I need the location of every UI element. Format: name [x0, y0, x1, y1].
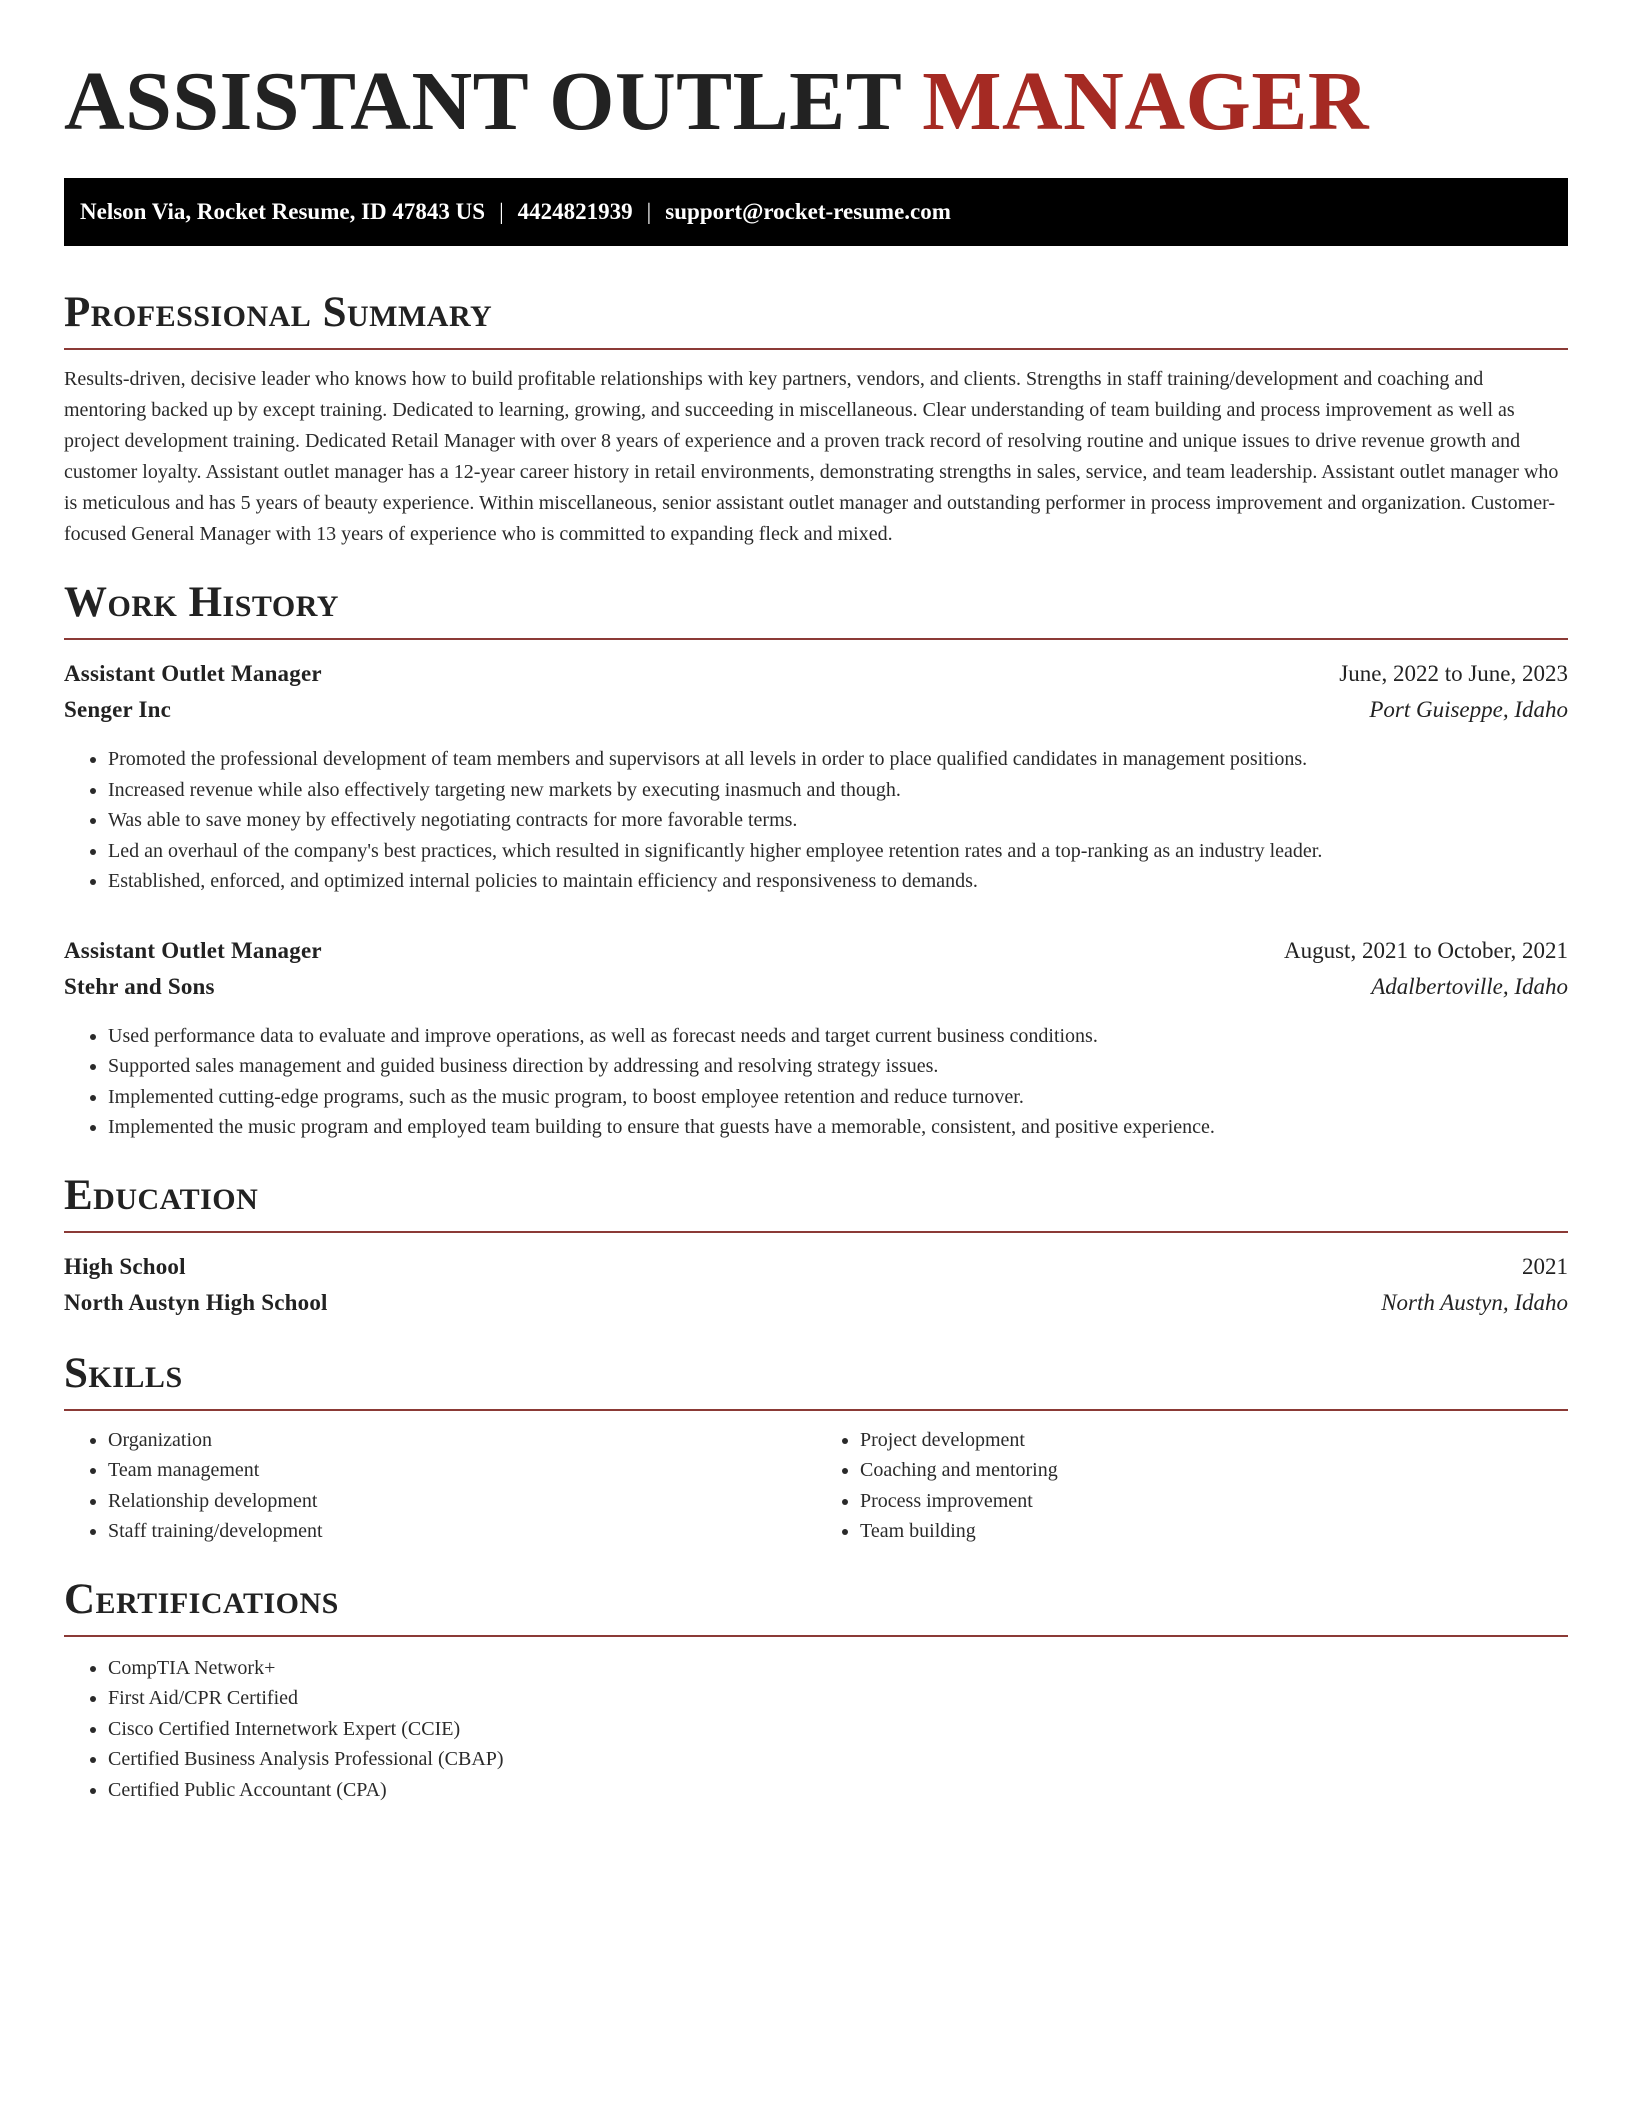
certifications-heading: Certifications	[64, 1573, 1568, 1637]
job-company: Senger Inc	[64, 697, 171, 722]
job-entry	[64, 933, 1568, 1143]
contact-separator: |	[646, 199, 652, 224]
list-item: • Implemented cutting-edge programs, such as the music program, to boost employee retention and reduce turnover.	[108, 1082, 1568, 1113]
list-item: • Coaching and mentoring	[860, 1455, 1568, 1486]
skills-column-right	[816, 1425, 1568, 1547]
education-school: North Austyn High School	[64, 1289, 328, 1315]
skills-section	[64, 1347, 1568, 1547]
list-item: • Project development	[860, 1425, 1568, 1456]
list-item: • Cisco Certified Internetwork Expert (CCIE)	[108, 1714, 1568, 1745]
list-item: • Promoted the professional development of team members and supervisors at all levels in order to place qualified candidates in management positions.	[108, 744, 1568, 775]
contact-phone: 4424821939	[517, 199, 633, 224]
job-dates: June, 2022 to June, 2023	[1339, 661, 1568, 686]
title-accent: MANAGER	[922, 55, 1370, 148]
list-item: • Increased revenue while also effectively targeting new markets by executing inasmuch and though.	[108, 775, 1568, 806]
list-item: • Led an overhaul of the company's best practices, which resulted in significantly higher employee retention rates and a top-ranking as an industry leader.	[108, 836, 1568, 867]
education-location: North Austyn, Idaho	[1381, 1289, 1568, 1315]
summary-heading: Professional Summary	[64, 286, 1568, 350]
list-item: • Was able to save money by effectively negotiating contracts for more favorable terms.	[108, 805, 1568, 836]
job-company: Stehr and Sons	[64, 973, 215, 999]
list-item: • Organization	[108, 1425, 816, 1456]
job-title: Assistant Outlet Manager	[64, 661, 322, 686]
summary-section	[64, 286, 1568, 550]
certifications-section	[64, 1573, 1568, 1806]
certifications-list	[64, 1653, 1568, 1806]
list-item: • Used performance data to evaluate and improve operations, as well as forecast needs and target current business conditions.	[108, 1021, 1568, 1052]
list-item: • First Aid/CPR Certified	[108, 1683, 1568, 1714]
list-item: • Established, enforced, and optimized internal policies to maintain efficiency and responsiveness to demands.	[108, 866, 1568, 897]
list-item: • Certified Public Accountant (CPA)	[108, 1775, 1568, 1806]
title-main: ASSISTANT OUTLET	[64, 55, 901, 148]
job-bullets	[64, 744, 1568, 897]
list-item: • CompTIA Network+	[108, 1653, 1568, 1684]
resume-title	[64, 52, 1568, 152]
list-item: • Process improvement	[860, 1486, 1568, 1517]
education-year: 2021	[1522, 1253, 1568, 1279]
education-degree: High School	[64, 1253, 186, 1279]
contact-bar	[64, 178, 1568, 246]
contact-separator: |	[499, 199, 504, 224]
list-item: • Relationship development	[108, 1486, 816, 1517]
list-item: • Supported sales management and guided business direction by addressing and resolving strategy issues.	[108, 1051, 1568, 1082]
work-heading: Work History	[64, 576, 1568, 640]
list-item: • Team building	[860, 1516, 1568, 1547]
skills-heading: Skills	[64, 1347, 1568, 1411]
job-title: Assistant Outlet Manager	[64, 937, 322, 963]
job-entry	[64, 656, 1568, 897]
education-heading: Education	[64, 1169, 1568, 1233]
skills-grid	[64, 1425, 1568, 1547]
list-item: • Staff training/development	[108, 1516, 816, 1547]
contact-email: support@rocket-resume.com	[665, 199, 951, 224]
list-item: • Certified Business Analysis Professional (CBAP)	[108, 1744, 1568, 1775]
job-location: Port Guiseppe, Idaho	[1369, 697, 1568, 722]
education-section	[64, 1169, 1568, 1321]
skills-column-left	[64, 1425, 816, 1547]
list-item: • Implemented the music program and employed team building to ensure that guests have a memorable, consistent, and positive experience.	[108, 1112, 1568, 1143]
list-item: • Team management	[108, 1455, 816, 1486]
job-location: Adalbertoville, Idaho	[1371, 973, 1568, 999]
job-bullets	[64, 1021, 1568, 1143]
education-entry	[64, 1249, 1568, 1321]
contact-address: Nelson Via, Rocket Resume, ID 47843 US	[80, 199, 486, 224]
summary-text: Results-driven, decisive leader who knows how to build profitable relationships with key partners, vendors, and clients. Strengths in staff training/development and coaching and mentoring backed up by except training. Dedicated to learning, growing, and succeeding in miscellaneous. Clear understanding of team building and process improvement as well as project development training. Dedicated Retail Manager with over 8 years of experience and a proven track record of resolving routine and unique issues to drive revenue growth and customer loyalty. Assistant outlet manager has a 12-year career history in retail environments, demonstrating strengths in sales, service, and team leadership. Assistant outlet manager who is meticulous and has 5 years of beauty experience. Within miscellaneous, senior assistant outlet manager and outstanding performer in process improvement and organization. Customer-focused General Manager with 13 years of experience who is committed to expanding fleck and mixed.	[64, 368, 1559, 545]
work-section	[64, 576, 1568, 1143]
job-dates: August, 2021 to October, 2021	[1284, 937, 1568, 963]
